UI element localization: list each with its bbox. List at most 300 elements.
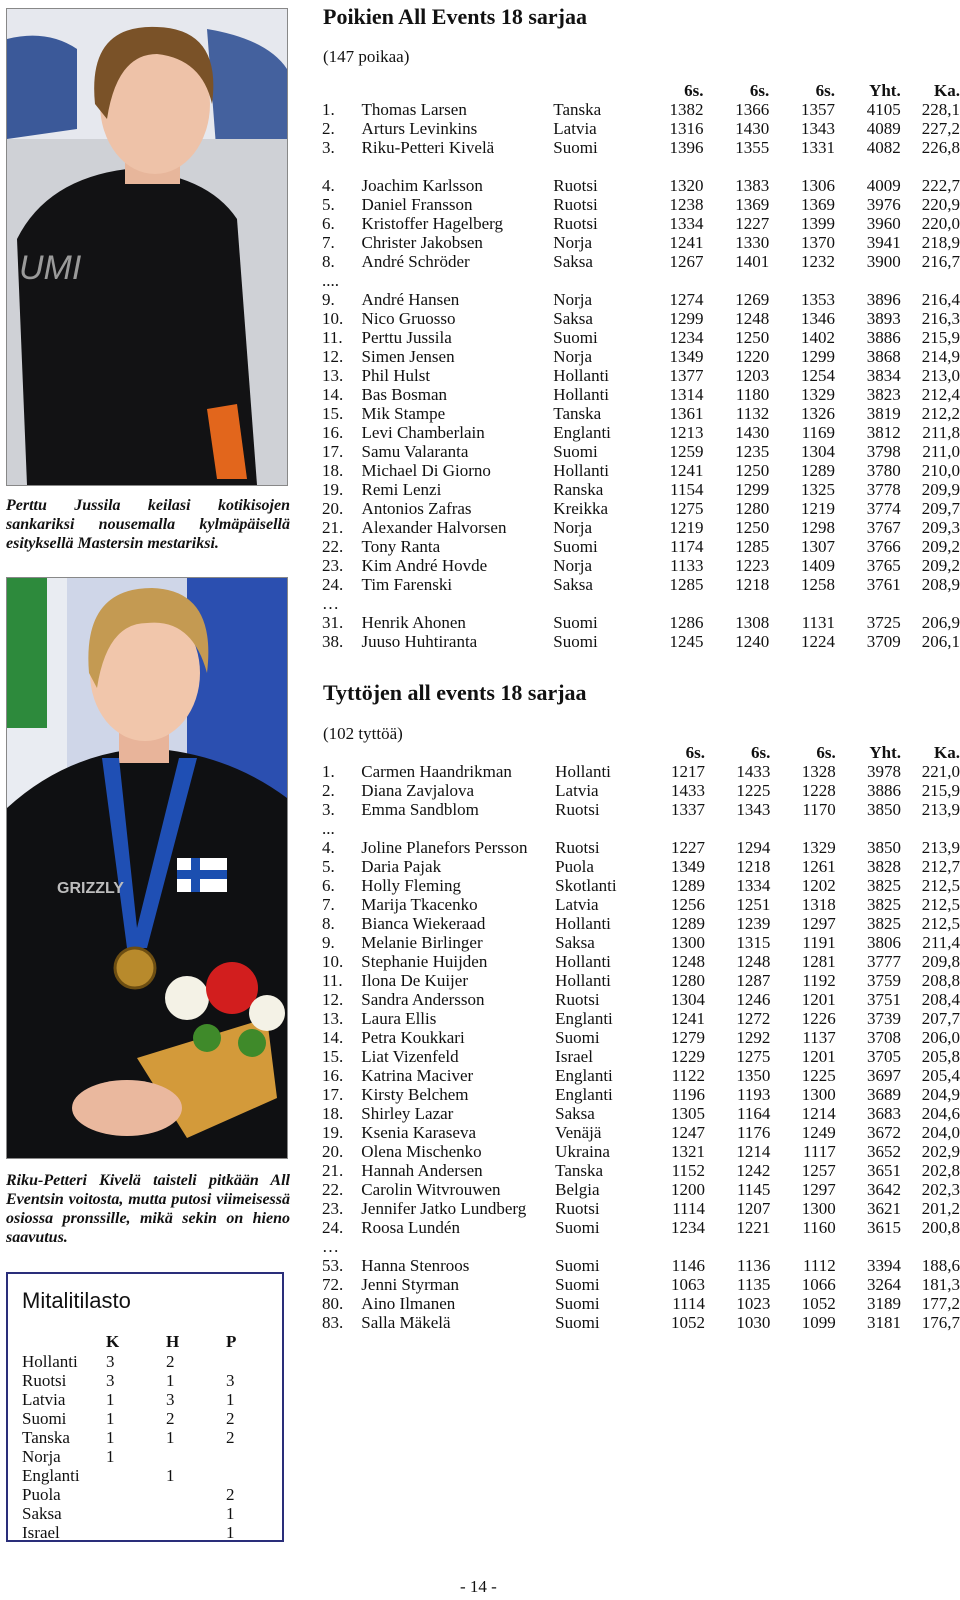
medal-gold-cell: 1	[106, 1428, 115, 1447]
series1-cell: 1285	[669, 575, 704, 594]
series1-cell: 1361	[669, 404, 704, 423]
medal-header-bronze: P	[226, 1332, 237, 1351]
total-cell: 3774	[866, 499, 901, 518]
series1-cell: 1241	[669, 233, 704, 252]
photo-caption-perttu: Perttu Jussila keilasi kotikisojen sankariksi nousemalla kylmäpäisellä esityksellä Mastersin mestariksi.	[6, 497, 290, 552]
rank-cell: 22.	[322, 1180, 344, 1199]
rank-cell: ....	[322, 271, 339, 290]
series3-cell: 1170	[802, 800, 836, 819]
total-cell: 4105	[866, 100, 901, 119]
series2-cell: 1176	[737, 1123, 771, 1142]
name-cell: Ilona De Kuijer	[361, 971, 468, 990]
average-cell	[901, 271, 960, 290]
name-cell: Joline Planefors Persson	[361, 838, 528, 857]
country-cell: Ruotsi	[555, 838, 600, 857]
medal-country-cell: Ruotsi	[22, 1371, 67, 1390]
series3-cell: 1306	[800, 176, 835, 195]
series3-cell: 1299	[800, 347, 835, 366]
medal-bronze-cell: 2	[226, 1428, 235, 1447]
series3-cell: 1297	[801, 1180, 836, 1199]
series1-cell: 1063	[671, 1275, 706, 1294]
series2-cell: 1023	[736, 1294, 771, 1313]
country-cell	[555, 1237, 640, 1256]
series3-cell: 1224	[800, 632, 835, 651]
total-cell: 3896	[866, 290, 901, 309]
name-cell	[361, 819, 555, 838]
series3-cell: 1357	[800, 100, 835, 119]
name-cell: Diana Zavjalova	[361, 781, 475, 800]
series1-cell: 1213	[669, 423, 704, 442]
medal-country-cell: Tanska	[22, 1428, 70, 1447]
rank-cell: 24.	[322, 575, 344, 594]
country-cell: Suomi	[553, 613, 598, 632]
total-cell: 3828	[867, 857, 902, 876]
rank-cell	[322, 157, 362, 176]
series2-cell: 1132	[735, 404, 770, 423]
boys-participant-count: (147 poikaa)	[323, 47, 410, 66]
medal-header-gold: K	[106, 1332, 120, 1351]
name-cell: Arturs Levinkins	[361, 119, 478, 138]
series3-cell: 1257	[801, 1161, 836, 1180]
series1-cell: 1305	[671, 1104, 706, 1123]
rank-cell: 2.	[322, 119, 335, 138]
series3-cell: 1137	[802, 1028, 836, 1047]
table-row	[322, 1066, 960, 1085]
series2-cell: 1401	[735, 252, 770, 271]
table-row	[322, 876, 960, 895]
series1-cell: 1217	[671, 762, 706, 781]
total-cell: 3976	[866, 195, 901, 214]
rank-cell: 80.	[322, 1294, 344, 1313]
series2-cell: 1193	[737, 1085, 771, 1104]
series1-cell: 1122	[671, 1066, 706, 1085]
country-cell	[555, 819, 640, 838]
series2-cell: 1239	[736, 914, 771, 933]
total-cell	[835, 594, 901, 613]
rank-cell: 11.	[322, 971, 343, 990]
table-row	[22, 1504, 256, 1523]
medal-country-cell: Latvia	[22, 1390, 66, 1409]
series3-cell: 1343	[800, 119, 835, 138]
rank-cell: 4.	[322, 176, 335, 195]
average-cell: 213,9	[921, 800, 960, 819]
series2-cell	[703, 594, 769, 613]
series3-cell: 1297	[801, 914, 836, 933]
rank-cell: 18.	[322, 461, 344, 480]
medal-table-title: Mitalitilasto	[22, 1288, 131, 1313]
table-row	[322, 309, 960, 328]
country-cell: Suomi	[553, 442, 598, 461]
medal-silver-cell	[166, 1504, 226, 1523]
average-cell: 204,9	[921, 1085, 960, 1104]
table-row	[322, 461, 960, 480]
series1-cell: 1320	[669, 176, 704, 195]
table-row	[22, 1523, 256, 1542]
series1-cell: 1247	[671, 1123, 706, 1142]
total-cell: 3798	[866, 442, 901, 461]
series2-cell: 1207	[736, 1199, 771, 1218]
average-cell: 177,2	[921, 1294, 960, 1313]
rank-cell: …	[322, 1237, 339, 1256]
medal-bronze-cell: 1	[226, 1504, 235, 1523]
column-header: Yht.	[869, 81, 901, 100]
name-cell: Daniel Fransson	[361, 195, 473, 214]
total-cell: 3709	[866, 632, 901, 651]
table-row	[322, 347, 960, 366]
name-cell: Thomas Larsen	[361, 100, 467, 119]
country-cell: Ruotsi	[555, 1199, 600, 1218]
table-row	[322, 1275, 960, 1294]
total-cell: 3765	[866, 556, 901, 575]
series2-cell: 1030	[736, 1313, 771, 1332]
total-cell: 3825	[867, 914, 902, 933]
series2-cell: 1214	[736, 1142, 771, 1161]
series2-cell	[705, 1237, 770, 1256]
table-row	[22, 1428, 256, 1447]
series3-cell: 1325	[800, 480, 835, 499]
average-cell: 212,5	[921, 914, 960, 933]
name-cell: Daria Pajak	[361, 857, 442, 876]
series2-cell: 1433	[736, 762, 771, 781]
series2-cell: 1251	[736, 895, 771, 914]
name-cell: Petra Koukkari	[361, 1028, 465, 1047]
total-cell: 3900	[866, 252, 901, 271]
table-row	[322, 499, 960, 518]
country-cell: Ruotsi	[555, 800, 600, 819]
series1-cell: 1274	[669, 290, 704, 309]
series3-cell: 1370	[800, 233, 835, 252]
total-cell: 3642	[867, 1180, 902, 1199]
table-row	[322, 1180, 960, 1199]
total-cell: 4089	[866, 119, 901, 138]
series1-cell: 1114	[672, 1199, 706, 1218]
medal-silver-cell: 3	[166, 1390, 175, 1409]
rank-cell: 15.	[322, 1047, 344, 1066]
table-row	[322, 1294, 960, 1313]
name-cell: Carolin Witvrouwen	[361, 1180, 501, 1199]
photo-riku-petteri-kivela	[6, 577, 288, 1159]
series1-cell: 1334	[669, 214, 704, 233]
series2-cell: 1218	[736, 857, 771, 876]
series1-cell: 1238	[669, 195, 704, 214]
name-cell: Joachim Karlsson	[361, 176, 483, 195]
table-row	[322, 157, 960, 176]
name-cell: André Hansen	[361, 290, 460, 309]
table-row	[322, 366, 960, 385]
series2-cell: 1430	[735, 423, 770, 442]
column-header: 6s.	[685, 743, 706, 762]
average-cell: 226,8	[921, 138, 960, 157]
country-cell: Kreikka	[553, 499, 609, 518]
country-cell: Puola	[555, 857, 594, 876]
medal-table-header	[22, 1332, 256, 1352]
total-cell: 3893	[866, 309, 901, 328]
series3-cell: 1346	[800, 309, 835, 328]
table-row	[322, 404, 960, 423]
total-cell: 3652	[867, 1142, 902, 1161]
rank-cell: …	[322, 594, 339, 613]
series3-cell: 1409	[800, 556, 835, 575]
name-cell: Holly Fleming	[361, 876, 461, 895]
total-cell: 3615	[867, 1218, 902, 1237]
table-row	[322, 1104, 960, 1123]
rank-cell: 23.	[322, 1199, 344, 1218]
country-cell: Suomi	[553, 632, 598, 651]
country-cell: Saksa	[553, 309, 593, 328]
series3-cell: 1304	[800, 442, 835, 461]
series2-cell	[703, 157, 769, 176]
average-cell: 213,0	[921, 366, 960, 385]
average-cell: 212,5	[921, 876, 960, 895]
series2-cell: 1294	[736, 838, 771, 857]
name-cell: Hanna Stenroos	[361, 1256, 470, 1275]
table-row	[322, 556, 960, 575]
series2-cell: 1221	[736, 1218, 771, 1237]
country-cell: Suomi	[555, 1028, 600, 1047]
rank-cell: 18.	[322, 1104, 344, 1123]
average-cell: 214,9	[921, 347, 960, 366]
table-row	[322, 138, 960, 157]
total-cell: 4009	[866, 176, 901, 195]
country-cell: Latvia	[555, 781, 599, 800]
series1-cell: 1300	[671, 933, 706, 952]
series2-cell: 1223	[735, 556, 770, 575]
average-cell: 220,9	[921, 195, 960, 214]
series2-cell: 1308	[735, 613, 770, 632]
total-cell: 3778	[866, 480, 901, 499]
series3-cell: 1353	[800, 290, 835, 309]
girls-results-table	[322, 743, 960, 1332]
rank-cell: 19.	[322, 1123, 344, 1142]
total-cell: 3834	[866, 366, 901, 385]
name-cell: Kim André Hovde	[361, 556, 488, 575]
rank-cell: 16.	[322, 423, 344, 442]
table-row	[322, 1142, 960, 1161]
series1-cell: 1349	[669, 347, 704, 366]
table-row	[322, 214, 960, 233]
rank-cell: 14.	[322, 1028, 344, 1047]
series1-cell	[640, 1237, 705, 1256]
series1-cell: 1256	[671, 895, 706, 914]
total-cell: 3767	[866, 518, 901, 537]
medal-silver-cell: 2	[166, 1352, 175, 1371]
rank-cell: 3.	[322, 138, 335, 157]
series3-cell: 1318	[801, 895, 836, 914]
average-cell: 212,5	[921, 895, 960, 914]
average-cell: 208,4	[921, 990, 960, 1009]
country-cell: Norja	[553, 347, 593, 366]
total-cell: 3708	[867, 1028, 902, 1047]
medal-bronze-cell: 2	[226, 1409, 235, 1428]
average-cell: 204,0	[921, 1123, 960, 1142]
series3-cell: 1214	[801, 1104, 836, 1123]
country-cell: Suomi	[555, 1294, 600, 1313]
series3-cell: 1192	[802, 971, 836, 990]
rank-cell: 23.	[322, 556, 344, 575]
country-cell	[553, 271, 637, 290]
series1-cell	[638, 271, 704, 290]
total-cell: 3868	[866, 347, 901, 366]
series3-cell: 1052	[801, 1294, 836, 1313]
name-cell: Aino Ilmanen	[361, 1294, 456, 1313]
series3-cell: 1329	[801, 838, 836, 857]
table-row	[322, 613, 960, 632]
country-cell: Englanti	[553, 423, 611, 442]
country-cell: Suomi	[553, 328, 598, 347]
total-cell: 3766	[866, 537, 901, 556]
average-cell: 215,9	[921, 328, 960, 347]
total-cell: 3850	[867, 800, 902, 819]
total-cell: 3850	[867, 838, 902, 857]
average-cell: 213,9	[921, 838, 960, 857]
series1-cell: 1196	[671, 1085, 706, 1104]
series1-cell: 1174	[670, 537, 704, 556]
average-cell: 188,6	[921, 1256, 960, 1275]
series1-cell: 1433	[671, 781, 706, 800]
average-cell: 207,7	[921, 1009, 960, 1028]
series1-cell: 1200	[671, 1180, 706, 1199]
series2-cell: 1225	[736, 781, 771, 800]
medal-gold-cell: 3	[106, 1352, 115, 1371]
total-cell: 3394	[867, 1256, 902, 1275]
series3-cell: 1201	[801, 1047, 836, 1066]
series2-cell: 1250	[735, 328, 770, 347]
column-header: 6s.	[816, 743, 836, 762]
rank-cell: 20.	[322, 499, 344, 518]
series2-cell: 1242	[736, 1161, 771, 1180]
table-row	[322, 1161, 960, 1180]
average-cell: 202,3	[921, 1180, 960, 1199]
name-cell	[362, 594, 554, 613]
rank-cell: 15.	[322, 404, 344, 423]
table-row	[322, 895, 960, 914]
series1-cell: 1234	[669, 328, 704, 347]
total-cell: 3683	[867, 1104, 902, 1123]
series2-cell: 1285	[735, 537, 770, 556]
series2-cell	[703, 271, 769, 290]
series2-cell: 1135	[737, 1275, 771, 1294]
name-cell: Tim Farenski	[361, 575, 453, 594]
total-cell: 3978	[867, 762, 902, 781]
table-row	[322, 1199, 960, 1218]
series1-cell: 1154	[670, 480, 704, 499]
average-cell: 209,7	[921, 499, 960, 518]
name-cell: Jenni Styrman	[361, 1275, 460, 1294]
series2-cell: 1343	[736, 800, 771, 819]
name-cell: Simen Jensen	[361, 347, 455, 366]
rank-cell: 11.	[322, 328, 343, 347]
table-row	[322, 575, 960, 594]
table-row	[322, 933, 960, 952]
total-cell: 3806	[867, 933, 902, 952]
country-cell: Ruotsi	[553, 195, 598, 214]
name-cell: Nico Gruosso	[361, 309, 456, 328]
series3-cell: 1261	[801, 857, 836, 876]
medal-country-cell: Englanti	[22, 1466, 80, 1485]
medal-gold-cell	[106, 1466, 166, 1485]
series3-cell: 1191	[802, 933, 836, 952]
rank-cell: 6.	[322, 214, 335, 233]
total-cell: 3751	[867, 990, 902, 1009]
table-row	[22, 1390, 256, 1409]
series3-cell: 1329	[800, 385, 835, 404]
table-row	[322, 119, 960, 138]
girls-section-title: Tyttöjen all events 18 sarjaa	[323, 680, 587, 705]
series2-cell: 1272	[736, 1009, 771, 1028]
average-cell: 210,0	[921, 461, 960, 480]
series1-cell: 1316	[669, 119, 704, 138]
series3-cell: 1201	[801, 990, 836, 1009]
country-cell	[553, 594, 637, 613]
series3-cell	[769, 271, 835, 290]
country-cell: Suomi	[555, 1218, 600, 1237]
rank-cell: 14.	[322, 385, 344, 404]
medal-gold-cell	[106, 1504, 166, 1523]
average-cell: 222,7	[921, 176, 960, 195]
country-cell: Englanti	[555, 1009, 613, 1028]
total-cell	[835, 271, 901, 290]
series2-cell: 1280	[735, 499, 770, 518]
total-cell: 3697	[867, 1066, 902, 1085]
total-cell: 3761	[866, 575, 901, 594]
series2-cell: 1240	[735, 632, 770, 651]
table-row	[322, 1313, 960, 1332]
average-cell: 201,2	[921, 1199, 960, 1218]
series1-cell: 1241	[671, 1009, 706, 1028]
series2-cell: 1315	[736, 933, 771, 952]
total-cell: 3780	[866, 461, 901, 480]
series1-cell	[638, 594, 704, 613]
table-row	[322, 857, 960, 876]
series3-cell: 1298	[800, 518, 835, 537]
total-cell: 4082	[866, 138, 901, 157]
table-header-row	[322, 81, 960, 100]
country-cell: Norja	[553, 233, 593, 252]
average-cell	[901, 157, 960, 176]
rank-cell: 6.	[322, 876, 335, 895]
rank-cell: 16.	[322, 1066, 344, 1085]
series3-cell: 1228	[801, 781, 836, 800]
photo-perttu-jussila	[6, 8, 288, 486]
column-header: 6s.	[684, 81, 704, 100]
series2-cell: 1269	[735, 290, 770, 309]
series1-cell: 1304	[671, 990, 706, 1009]
medal-silver-cell: 1	[166, 1466, 175, 1485]
total-cell: 3181	[867, 1313, 902, 1332]
series3-cell	[770, 819, 835, 838]
average-cell: 216,7	[921, 252, 960, 271]
medal-table-box	[6, 1272, 284, 1542]
country-cell: Englanti	[555, 1066, 613, 1085]
rank-cell: 3.	[322, 800, 335, 819]
average-cell: 211,4	[922, 933, 960, 952]
series2-cell: 1366	[735, 100, 770, 119]
series1-cell: 1114	[672, 1294, 706, 1313]
average-cell: 218,9	[921, 233, 960, 252]
rank-cell: 13.	[322, 1009, 344, 1028]
country-cell: Suomi	[555, 1313, 600, 1332]
series1-cell: 1279	[671, 1028, 706, 1047]
total-cell	[836, 819, 901, 838]
column-header: Ka.	[934, 743, 960, 762]
table-row	[322, 385, 960, 404]
average-cell: 200,8	[921, 1218, 960, 1237]
rank-cell: 5.	[322, 195, 335, 214]
rank-cell: 5.	[322, 857, 335, 876]
series3-cell: 1281	[801, 952, 836, 971]
country-cell: Skotlanti	[555, 876, 617, 895]
series1-cell: 1227	[671, 838, 706, 857]
